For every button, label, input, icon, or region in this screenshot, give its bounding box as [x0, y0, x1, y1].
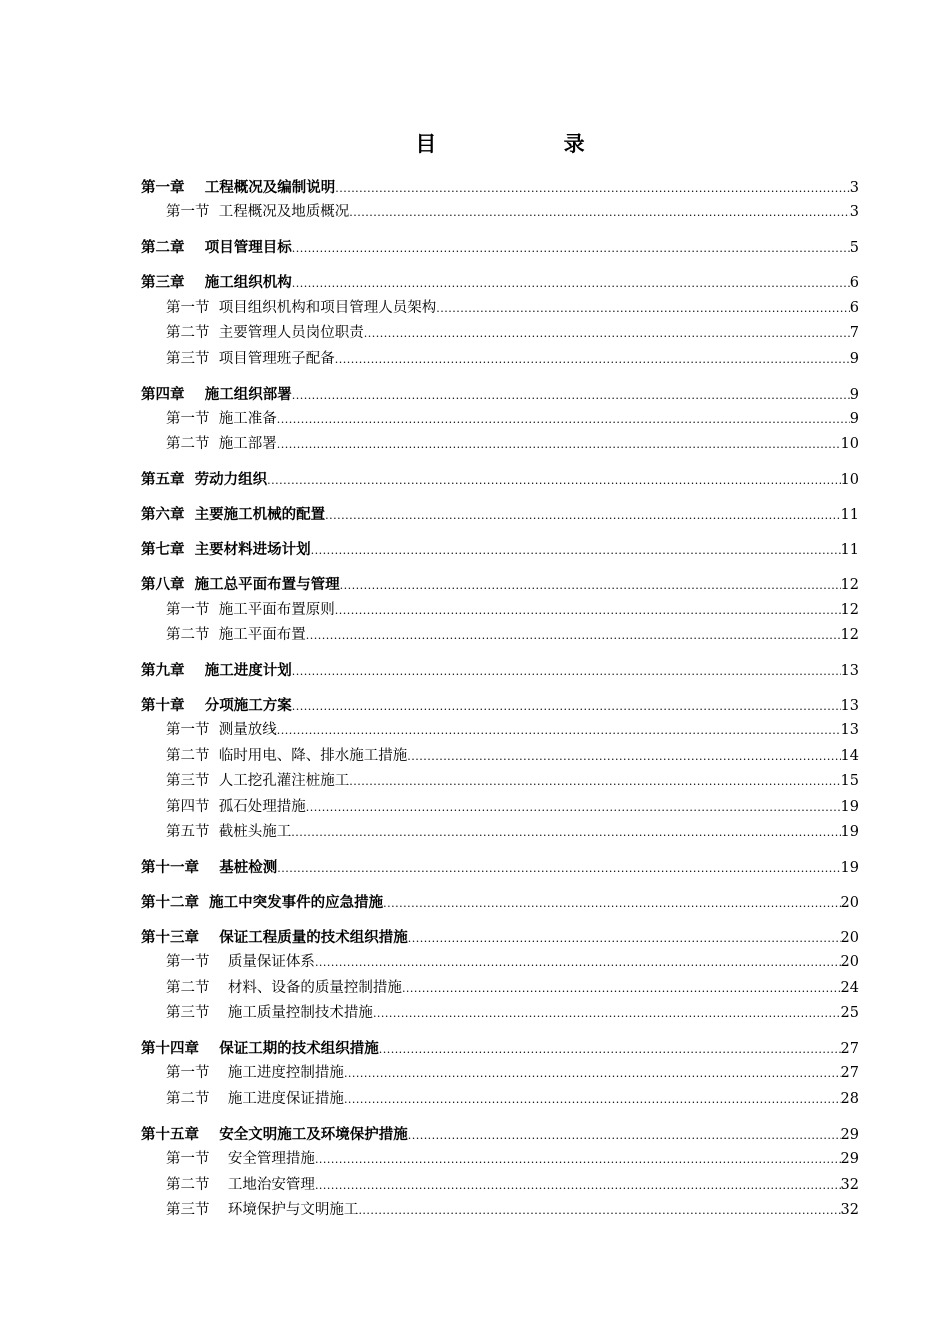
toc-page-number: 12: [840, 601, 859, 618]
toc-leader-dots: [349, 200, 850, 225]
toc-leader-dots: [408, 1123, 841, 1148]
toc-leader-dots: [379, 1037, 841, 1062]
toc-entry-label: 第十三章 保证工程质量的技术组织措施: [141, 928, 408, 946]
toc-page-number: 9: [849, 350, 859, 367]
toc-chapter-entry[interactable]: [141, 382, 859, 407]
toc-page-number: 14: [840, 747, 859, 764]
page-title: 目 录: [415, 131, 645, 156]
toc-chapter-entry[interactable]: [141, 890, 859, 915]
toc-section-entry[interactable]: [141, 598, 859, 623]
toc-entry-label: 第一节 工程概况及地质概况: [166, 204, 350, 221]
toc-page-number: 27: [840, 1041, 859, 1058]
toc-leader-dots: [408, 926, 841, 951]
toc-leader-dots: [277, 432, 841, 457]
toc-leader-dots: [335, 176, 850, 201]
toc-entry-label: 第十二章 施工中突发事件的应急措施: [141, 893, 384, 911]
toc-entry-label: 第三节 施工质量控制技术措施: [166, 1005, 373, 1022]
toc-page-number: 5: [849, 240, 859, 257]
toc-leader-dots: [306, 795, 841, 820]
toc-page-number: 10: [840, 472, 859, 489]
toc-page-number: 7: [849, 325, 859, 342]
toc-leader-dots: [407, 744, 840, 769]
toc-chapter-entry[interactable]: [141, 175, 859, 200]
toc-leader-dots: [292, 694, 841, 719]
toc-leader-dots: [344, 1087, 841, 1112]
toc-page-number: 10: [840, 436, 859, 453]
toc-entry-label: 第七章 主要材料进场计划: [141, 541, 311, 559]
toc-page-number: 13: [840, 697, 859, 714]
toc-page-number: 3: [849, 204, 859, 221]
toc-page-number: 20: [840, 954, 859, 971]
toc-page-number: 15: [840, 773, 859, 790]
toc-leader-dots: [292, 383, 850, 408]
toc-leader-dots: [315, 1147, 841, 1172]
toc-entry-label: 第六章 主要施工机械的配置: [141, 506, 326, 524]
toc-entry-label: 第十章 分项施工方案: [141, 696, 292, 714]
toc-leader-dots: [358, 1198, 840, 1223]
toc-entry-label: 第二节 施工部署: [166, 436, 277, 453]
toc-entry-label: 第四节 孤石处理措施: [166, 798, 306, 815]
toc-page: [141, 128, 859, 1223]
toc-page-number: 20: [840, 929, 859, 946]
toc-section-entry[interactable]: [141, 407, 859, 432]
toc-entry-label: 第二节 施工进度保证措施: [166, 1090, 344, 1107]
toc-leader-dots: [292, 236, 850, 261]
toc-leader-dots: [277, 718, 841, 743]
toc-leader-dots: [277, 856, 840, 881]
toc-section-entry[interactable]: [141, 432, 859, 457]
toc-leader-dots: [315, 950, 841, 975]
toc-leader-dots: [292, 271, 850, 296]
toc-page-number: 19: [840, 823, 859, 840]
toc-entry-label: 第二节 施工平面布置: [166, 627, 306, 644]
toc-page-number: 12: [840, 627, 859, 644]
toc-entry-label: 第三节 人工挖孔灌注桩施工: [166, 773, 350, 790]
toc-chapter-entry[interactable]: [141, 502, 859, 527]
toc-page-number: 29: [840, 1151, 859, 1168]
toc-entry-label: 第五章 劳动力组织: [141, 471, 268, 489]
toc-section-entry[interactable]: [141, 744, 859, 769]
toc-entry-label: 第二章 项目管理目标: [141, 239, 292, 257]
toc-section-entry[interactable]: [141, 1061, 859, 1086]
toc-section-entry[interactable]: [141, 718, 859, 743]
toc-page-number: 13: [840, 722, 859, 739]
toc-page-number: 9: [849, 386, 859, 403]
toc-page-number: 28: [840, 1090, 859, 1107]
toc-page-number: 12: [840, 577, 859, 594]
toc-page-number: 32: [840, 1176, 859, 1193]
toc-chapter-entry[interactable]: [141, 1036, 859, 1061]
toc-entry-label: 第十五章 安全文明施工及环境保护措施: [141, 1125, 408, 1143]
toc-page-number: 19: [840, 859, 859, 876]
toc-page-number: 29: [840, 1126, 859, 1143]
toc-page-number: 3: [849, 180, 859, 196]
toc-chapter-entry[interactable]: [141, 467, 859, 492]
toc-section-entry[interactable]: [141, 950, 859, 975]
toc-entry-label: 第一节 施工平面布置原则: [166, 601, 335, 618]
toc-section-entry[interactable]: [141, 623, 859, 648]
toc-entry-label: 第九章 施工进度计划: [141, 662, 292, 679]
toc-entry-label: 第四章 施工组织部署: [141, 385, 292, 403]
toc-entry-label: 第十四章 保证工期的技术组织措施: [141, 1040, 379, 1058]
toc-section-entry[interactable]: [141, 820, 859, 845]
toc-page-number: 27: [840, 1065, 859, 1082]
toc-section-entry[interactable]: [141, 976, 859, 1001]
toc-leader-dots: [436, 296, 850, 321]
toc-leader-dots: [340, 573, 841, 598]
toc-page-number: 24: [840, 979, 859, 996]
toc-entry-label: 第二节 临时用电、降、排水施工措施: [166, 747, 408, 764]
toc-section-entry[interactable]: [141, 321, 859, 346]
toc-entry-label: 第二节 材料、设备的质量控制措施: [166, 979, 402, 996]
toc-page-number: 11: [840, 542, 859, 559]
toc-chapter-entry[interactable]: [141, 235, 859, 260]
toc-entry-label: 第一节 施工进度控制措施: [166, 1065, 344, 1082]
toc-entry-label: 第一节 质量保证体系: [166, 954, 315, 971]
toc-entry-label: 第三节 环境保护与文明施工: [166, 1201, 359, 1218]
toc-page-number: 32: [840, 1201, 859, 1218]
toc-section-entry[interactable]: [141, 1173, 859, 1198]
toc-leader-dots: [267, 468, 840, 493]
toc-entry-label: 第三节 项目管理班子配备: [166, 350, 335, 367]
toc-entry-label: 第一章 工程概况及编制说明: [141, 179, 336, 196]
toc-section-entry[interactable]: [141, 200, 859, 225]
toc-leader-dots: [311, 538, 841, 563]
toc-leader-dots: [325, 503, 840, 528]
toc-section-entry[interactable]: [141, 1001, 859, 1026]
toc-leader-dots: [402, 976, 841, 1001]
toc-leader-dots: [373, 1001, 841, 1026]
toc-leader-dots: [364, 321, 850, 346]
toc-entry-label: 第八章 施工总平面布置与管理: [141, 576, 340, 594]
toc-section-entry[interactable]: [141, 795, 859, 820]
toc-section-entry[interactable]: [141, 347, 859, 372]
toc-page-number: 6: [849, 275, 859, 292]
toc-section-entry[interactable]: [141, 1147, 859, 1172]
toc-page-number: 9: [849, 410, 859, 427]
toc-leader-dots: [292, 659, 841, 684]
toc-entry-label: 第一节 安全管理措施: [166, 1151, 315, 1168]
toc-leader-dots: [349, 769, 840, 794]
toc-chapter-entry[interactable]: [141, 572, 859, 597]
toc-entry-label: 第一节 项目组织机构和项目管理人员架构: [166, 299, 437, 316]
toc-chapter-entry[interactable]: [141, 925, 859, 950]
toc-leader-dots: [291, 820, 840, 845]
toc-page-number: 11: [840, 507, 859, 524]
toc-entry-label: 第二节 主要管理人员岗位职责: [166, 325, 364, 342]
toc-leader-dots: [277, 407, 850, 432]
toc-leader-dots: [306, 623, 841, 648]
toc-leader-dots: [344, 1061, 841, 1086]
toc-page-number: 20: [840, 894, 859, 911]
toc-chapter-entry[interactable]: [141, 658, 859, 683]
toc-section-entry[interactable]: [141, 296, 859, 321]
toc-section-entry[interactable]: [141, 1087, 859, 1112]
toc-chapter-entry[interactable]: [141, 537, 859, 562]
toc-page-number: 13: [840, 663, 859, 679]
toc-chapter-entry[interactable]: [141, 855, 859, 880]
toc-leader-dots: [315, 1173, 841, 1198]
toc-entry-label: 第一节 施工准备: [166, 410, 277, 427]
toc-entry-label: 第二节 工地治安管理: [166, 1176, 315, 1193]
toc-entry-label: 第五节 截桩头施工: [166, 823, 292, 840]
toc-page-number: 6: [849, 299, 859, 316]
toc-chapter-entry[interactable]: [141, 693, 859, 718]
toc-page-number: 25: [840, 1005, 859, 1022]
table-of-contents: [141, 175, 859, 1223]
toc-leader-dots: [383, 891, 840, 916]
toc-leader-dots: [335, 347, 850, 372]
toc-section-entry[interactable]: [141, 1198, 859, 1223]
toc-leader-dots: [335, 598, 841, 623]
toc-entry-label: 第三章 施工组织机构: [141, 274, 292, 292]
toc-section-entry[interactable]: [141, 769, 859, 794]
toc-chapter-entry[interactable]: [141, 270, 859, 295]
toc-chapter-entry[interactable]: [141, 1122, 859, 1147]
toc-entry-label: 第十一章 基桩检测: [141, 858, 278, 876]
toc-entry-label: 第一节 测量放线: [166, 722, 277, 739]
toc-page-number: 19: [840, 798, 859, 815]
